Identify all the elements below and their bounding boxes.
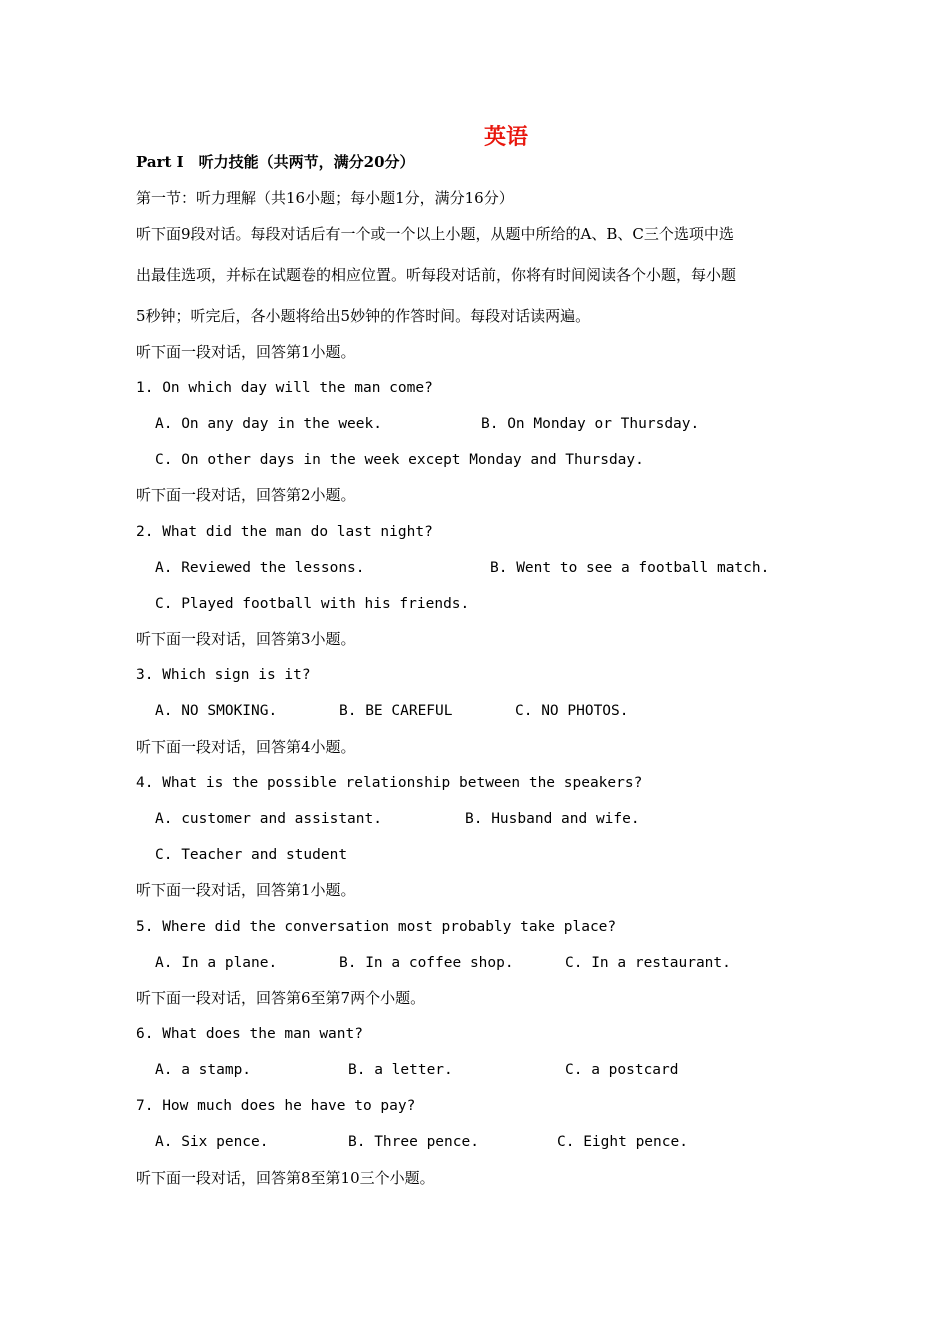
question-2: 2. What did the man do last night? xyxy=(136,524,433,540)
q3-option-c: C. NO PHOTOS. xyxy=(515,703,629,719)
q4-option-c: C. Teacher and student xyxy=(155,847,348,863)
question-7: 7. How much does he have to pay? xyxy=(136,1098,416,1114)
section1-heading: 第一节：听力理解（共16小题；每小题1分，满分16分） xyxy=(136,189,514,207)
q4-option-a: A. customer and assistant. xyxy=(155,811,382,827)
q1-option-b: B. On Monday or Thursday. xyxy=(481,416,700,432)
q6-option-c: C. a postcard xyxy=(565,1062,679,1078)
q6-option-b: B. a letter. xyxy=(348,1062,453,1078)
part1-heading: Part I 听力技能（共两节，满分20分） xyxy=(136,153,415,171)
q2-option-a: A. Reviewed the lessons. xyxy=(155,560,365,576)
q7-option-a: A. Six pence. xyxy=(155,1134,269,1150)
q1-option-a: A. On any day in the week. xyxy=(155,416,382,432)
direction-q4: 听下面一段对话，回答第4小题。 xyxy=(136,738,356,756)
question-5: 5. Where did the conversation most probably take place? xyxy=(136,919,617,935)
direction-q2: 听下面一段对话，回答第2小题。 xyxy=(136,486,356,504)
q3-option-a: A. NO SMOKING. xyxy=(155,703,278,719)
q7-option-b: B. Three pence. xyxy=(348,1134,479,1150)
question-6: 6. What does the man want? xyxy=(136,1026,363,1042)
direction-q1: 听下面一段对话，回答第1小题。 xyxy=(136,343,356,361)
q5-option-b: B. In a coffee shop. xyxy=(339,955,514,971)
instruction-line-3: 5秒钟；听完后，各小题将给出5妙钟的作答时间。每段对话读两遍。 xyxy=(136,307,591,325)
instruction-line-1: 听下面9段对话。每段对话后有一个或一个以上小题，从题中所给的A、B、C三个选项中选 xyxy=(136,225,734,243)
instruction-line-2: 出最佳选项，并标在试题卷的相应位置。听每段对话前，你将有时间阅读各个小题，每小题 xyxy=(136,266,737,284)
q2-option-b: B. Went to see a football match. xyxy=(490,560,770,576)
q5-option-c: C. In a restaurant. xyxy=(565,955,731,971)
q4-option-b: B. Husband and wife. xyxy=(465,811,640,827)
question-1: 1. On which day will the man come? xyxy=(136,380,433,396)
q3-option-b: B. BE CAREFUL xyxy=(339,703,453,719)
question-4: 4. What is the possible relationship between the speakers? xyxy=(136,775,643,791)
q1-option-c: C. On other days in the week except Monday and Thursday. xyxy=(155,452,644,468)
direction-q3: 听下面一段对话，回答第3小题。 xyxy=(136,630,356,648)
direction-q5: 听下面一段对话，回答第1小题。 xyxy=(136,881,356,899)
q6-option-a: A. a stamp. xyxy=(155,1062,252,1078)
direction-q8-10: 听下面一段对话，回答第8至第10三个小题。 xyxy=(136,1169,435,1187)
q2-option-c: C. Played football with his friends. xyxy=(155,596,470,612)
q7-option-c: C. Eight pence. xyxy=(557,1134,688,1150)
page-title: 英语 xyxy=(483,125,528,150)
question-3: 3. Which sign is it? xyxy=(136,667,311,683)
direction-q6-7: 听下面一段对话，回答第6至第7两个小题。 xyxy=(136,989,426,1007)
q5-option-a: A. In a plane. xyxy=(155,955,278,971)
